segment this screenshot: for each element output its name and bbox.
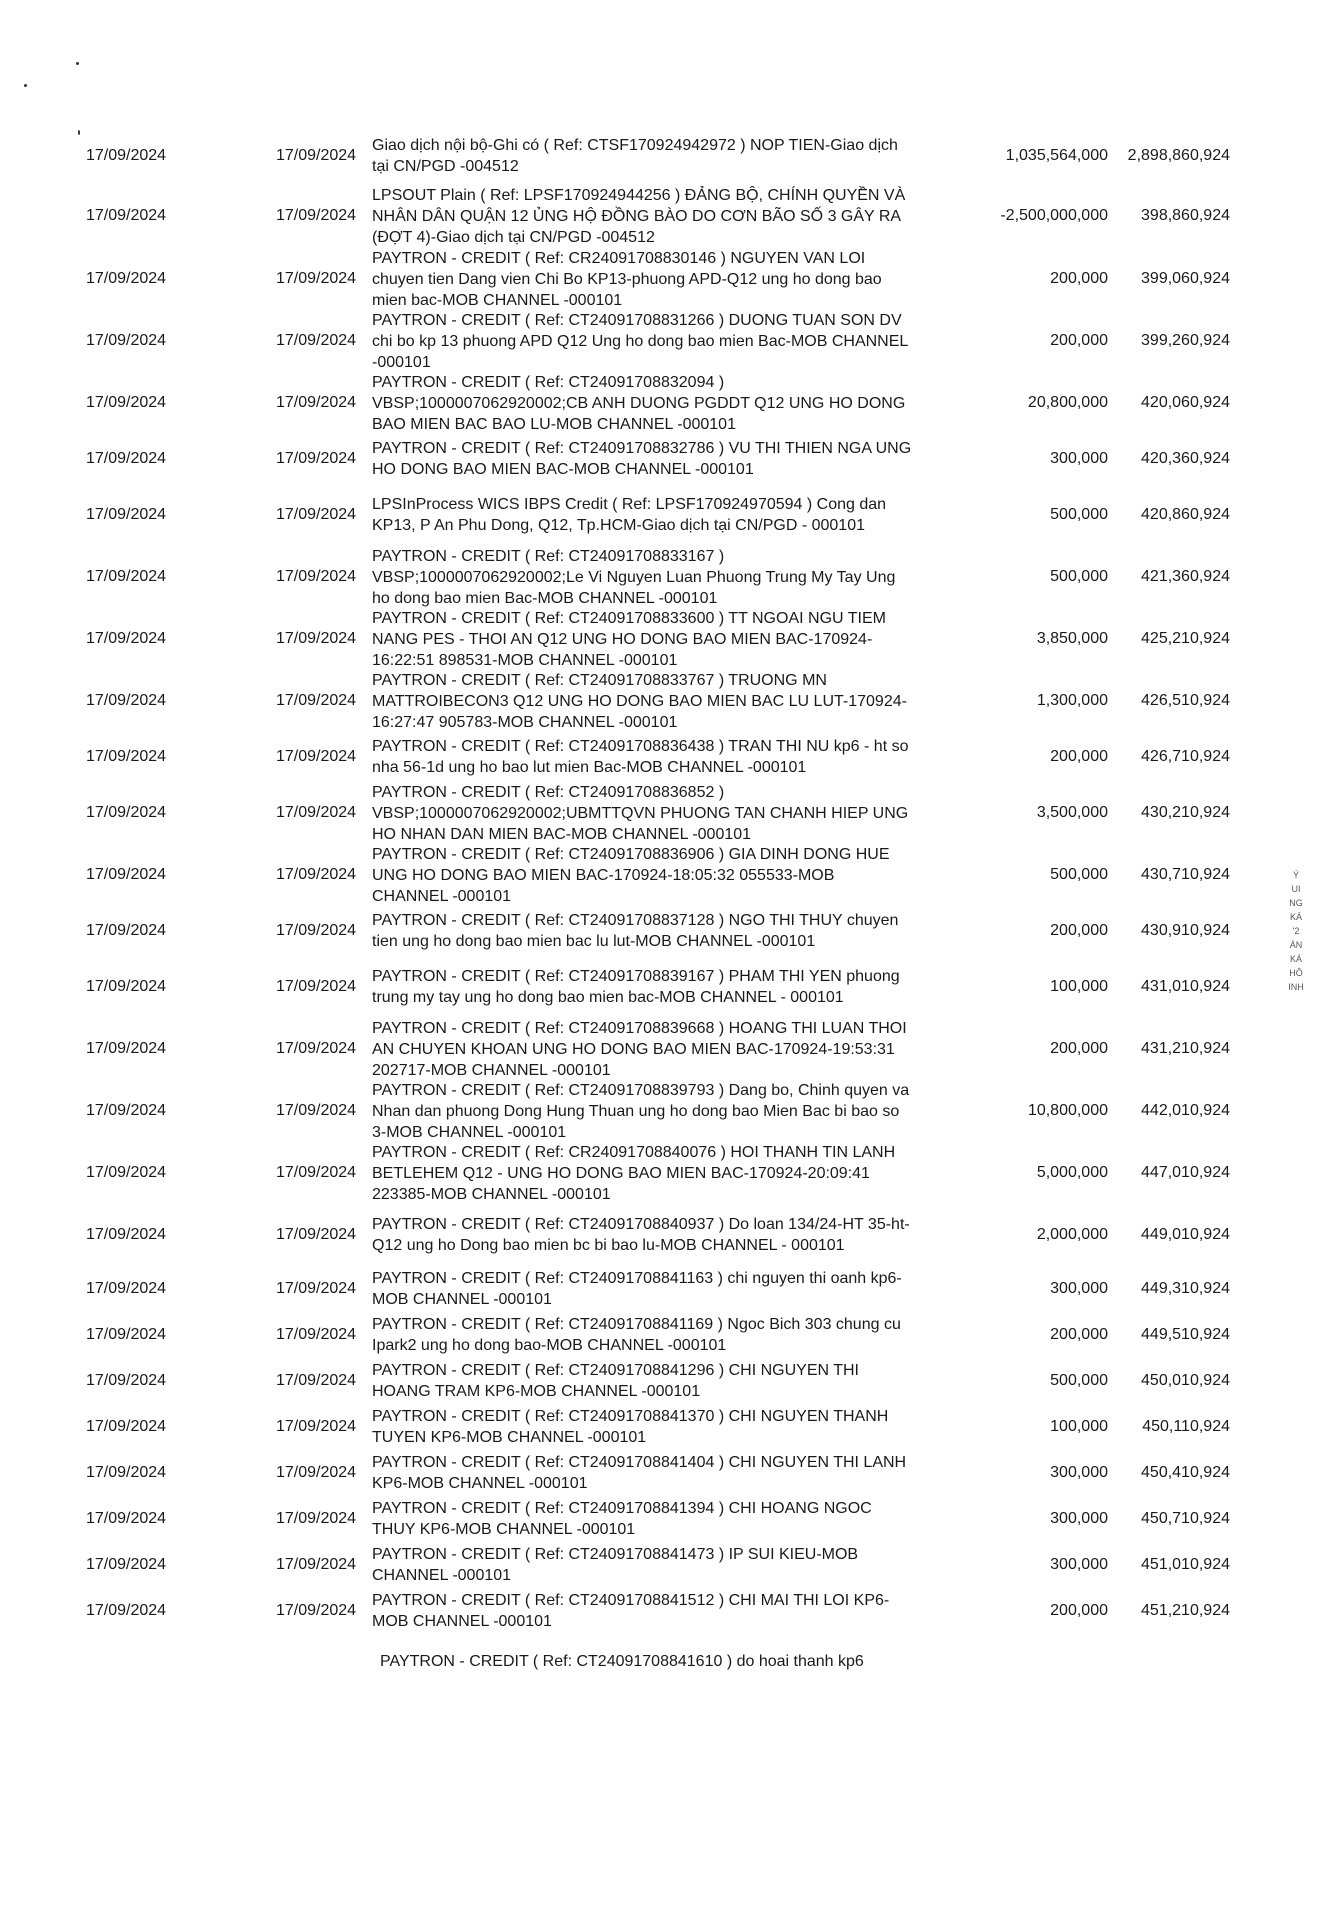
transaction-description: PAYTRON - CREDIT ( Ref: CT24091708833600 ) TT NGOAI NGU TIEM NANG PES - THOI AN Q12 UNG HO DONG BAO MIEN BAC-170924-16:22:51 898531-MOB CHANNEL -000101 [372, 609, 886, 669]
table-row [0, 1450, 1344, 1496]
stamp-fragment [1276, 868, 1316, 994]
transaction-description: PAYTRON - CREDIT ( Ref: CT24091708841169 ) Ngoc Bich 303 chung cu Ipark2 ung ho dong bao-MOB CHANNEL -000101 [372, 1316, 901, 1354]
posting-date: 17/09/2024 [86, 568, 167, 585]
posting-date: 17/09/2024 [86, 394, 167, 411]
transaction-description: PAYTRON - CREDIT ( Ref: CT24091708840937 ) Do loan 134/24-HT 35-ht-Q12 ung ho Dong bao mien bc bi bao lu-MOB CHANNEL - 000101 [372, 1216, 910, 1254]
posting-date: 17/09/2024 [86, 692, 167, 709]
transaction-amount: 300,000 [1050, 1280, 1108, 1297]
table-row [0, 1204, 1344, 1266]
transaction-amount: 200,000 [1050, 270, 1108, 287]
transaction-amount: 3,500,000 [1036, 804, 1108, 821]
posting-date: 17/09/2024 [86, 450, 167, 467]
value-date: 17/09/2024 [276, 568, 357, 585]
table-row [0, 670, 1344, 732]
running-balance: 442,010,924 [1141, 1102, 1230, 1119]
posting-date: 17/09/2024 [86, 1226, 167, 1243]
transaction-description: PAYTRON - CREDIT ( Ref: CT24091708841163 ) chi nguyen thi oanh kp6-MOB CHANNEL -000101 [372, 1270, 902, 1308]
running-balance: 420,360,924 [1141, 450, 1230, 467]
transaction-amount: 5,000,000 [1036, 1164, 1108, 1181]
posting-date: 17/09/2024 [86, 1418, 167, 1435]
posting-date: 17/09/2024 [86, 270, 167, 287]
table-row [0, 1018, 1344, 1080]
table-row [0, 1404, 1344, 1450]
table-row [0, 608, 1344, 670]
transaction-amount: 200,000 [1050, 332, 1108, 349]
transaction-amount: 200,000 [1050, 1326, 1108, 1343]
value-date: 17/09/2024 [276, 1464, 357, 1481]
table-row [0, 844, 1344, 906]
running-balance: 450,010,924 [1141, 1372, 1230, 1389]
posting-date: 17/09/2024 [86, 630, 167, 647]
transaction-description: PAYTRON - CREDIT ( Ref: CR24091708830146 ) NGUYEN VAN LOI chuyen tien Dang vien Chi Bo KP13-phuong APD-Q12 ung ho dong bao mien bac-MOB CHANNEL -000101 [372, 249, 882, 309]
stamp-text: ÁN [1289, 940, 1303, 950]
table-row [0, 248, 1344, 310]
value-date: 17/09/2024 [276, 922, 357, 939]
transaction-amount: -2,500,000,000 [1000, 207, 1108, 224]
value-date: 17/09/2024 [276, 1102, 357, 1119]
stamp-text: INH [1288, 982, 1304, 992]
value-date: 17/09/2024 [276, 1602, 357, 1619]
posting-date: 17/09/2024 [86, 866, 167, 883]
running-balance: 398,860,924 [1141, 207, 1230, 224]
table-row [0, 434, 1344, 484]
posting-date: 17/09/2024 [86, 1372, 167, 1389]
posting-date: 17/09/2024 [86, 748, 167, 765]
running-balance: 399,060,924 [1141, 270, 1230, 287]
stamp-text: UI [1291, 884, 1301, 894]
transaction-description: PAYTRON - CREDIT ( Ref: CT24091708839793 ) Dang bo, Chinh quyen va Nhan dan phuong Dong Hung Thuan ung ho dong bao Mien Bac bi bao so 3-MOB CHANNEL -000101 [372, 1081, 910, 1141]
running-balance: 426,710,924 [1141, 748, 1230, 765]
transaction-amount: 1,300,000 [1036, 692, 1108, 709]
table-row [0, 782, 1344, 844]
transaction-amount: 300,000 [1050, 450, 1108, 467]
transaction-amount: 100,000 [1050, 1418, 1108, 1435]
running-balance: 430,910,924 [1141, 922, 1230, 939]
running-balance: 420,060,924 [1141, 394, 1230, 411]
transaction-amount: 200,000 [1050, 1040, 1108, 1057]
posting-date: 17/09/2024 [86, 207, 167, 224]
table-row [0, 732, 1344, 782]
running-balance: 451,010,924 [1141, 1556, 1230, 1573]
transaction-amount: 200,000 [1050, 1602, 1108, 1619]
running-balance: 430,210,924 [1141, 804, 1230, 821]
running-balance: 451,210,924 [1141, 1602, 1230, 1619]
table-row [0, 128, 1344, 184]
transaction-description: PAYTRON - CREDIT ( Ref: CT24091708831266 ) DUONG TUAN SON DV chi bo kp 13 phuong APD Q12 Ung ho dong bao mien Bac-MOB CHANNEL -000101 [372, 311, 908, 371]
table-row [0, 1080, 1344, 1142]
table-row [0, 310, 1344, 372]
transaction-description: PAYTRON - CREDIT ( Ref: CT24091708841512 ) CHI MAI THI LOI KP6-MOB CHANNEL -000101 [372, 1592, 890, 1630]
transaction-description: Giao dịch nội bộ-Ghi có ( Ref: CTSF170924942972 ) NOP TIEN-Giao dịch tại CN/PGD -004512 [372, 137, 898, 175]
transaction-amount: 500,000 [1050, 866, 1108, 883]
posting-date: 17/09/2024 [86, 1280, 167, 1297]
running-balance: 426,510,924 [1141, 692, 1230, 709]
transaction-amount: 300,000 [1050, 1510, 1108, 1527]
transaction-description: PAYTRON - CREDIT ( Ref: CT24091708832094 ) VBSP;1000007062920002;CB ANH DUONG PGDDT Q12 UNG HO DONG BAO MIEN BAC BAO LU-MOB CHANNEL -000101 [372, 373, 906, 433]
stamp-text: HÔ [1289, 968, 1303, 978]
posting-date: 17/09/2024 [86, 506, 167, 523]
table-row [0, 956, 1344, 1018]
transaction-description: PAYTRON - CREDIT ( Ref: CT24091708841404 ) CHI NGUYEN THI LANH KP6-MOB CHANNEL -000101 [372, 1454, 907, 1492]
transaction-description: PAYTRON - CREDIT ( Ref: CT24091708836906 ) GIA DINH DONG HUE UNG HO DONG BAO MIEN BAC-170924-18:05:32 055533-MOB CHANNEL -000101 [372, 845, 890, 905]
value-date: 17/09/2024 [276, 394, 357, 411]
transaction-description: LPSInProcess WICS IBPS Credit ( Ref: LPSF170924970594 ) Cong dan KP13, P An Phu Dong, Q12, Tp.HCM-Giao dịch tại CN/PGD - 000101 [372, 496, 887, 534]
value-date: 17/09/2024 [276, 1226, 357, 1243]
transaction-description: PAYTRON - CREDIT ( Ref: CT24091708833167 ) VBSP;1000007062920002;Le Vi Nguyen Luan Phuong Trung My Tay Ung ho dong bao mien Bac-MOB CHANNEL -000101 [372, 547, 896, 607]
table-row [0, 1142, 1344, 1204]
value-date: 17/09/2024 [276, 692, 357, 709]
value-date: 17/09/2024 [276, 1418, 357, 1435]
transaction-amount: 300,000 [1050, 1556, 1108, 1573]
value-date: 17/09/2024 [276, 506, 357, 523]
value-date: 17/09/2024 [276, 1280, 357, 1297]
value-date: 17/09/2024 [276, 332, 357, 349]
stamp-text: NG [1289, 898, 1303, 908]
transaction-description: PAYTRON - CREDIT ( Ref: CT24091708841473 ) IP SUI KIEU-MOB CHANNEL -000101 [372, 1546, 859, 1584]
value-date: 17/09/2024 [276, 1326, 357, 1343]
posting-date: 17/09/2024 [86, 1102, 167, 1119]
transaction-amount: 100,000 [1050, 978, 1108, 995]
scan-speck [24, 84, 27, 87]
transaction-description: PAYTRON - CREDIT ( Ref: CT24091708841394 ) CHI HOANG NGOC THUY KP6-MOB CHANNEL -000101 [372, 1500, 872, 1538]
running-balance: 449,510,924 [1141, 1326, 1230, 1343]
transaction-description: PAYTRON - CREDIT ( Ref: CT24091708836438 ) TRAN THI NU kp6 - ht so nha 56-1d ung ho bao lut mien Bac-MOB CHANNEL -000101 [372, 738, 909, 776]
posting-date: 17/09/2024 [86, 922, 167, 939]
table-row [0, 1266, 1344, 1312]
stamp-text: '2 [1292, 926, 1300, 936]
table-row [0, 906, 1344, 956]
transaction-description: PAYTRON - CREDIT ( Ref: CR24091708840076 ) HOI THANH TIN LANH BETLEHEM Q12 - UNG HO DONG BAO MIEN BAC-170924-20:09:41 223385-MOB CHANNEL -000101 [372, 1143, 896, 1203]
transaction-amount: 500,000 [1050, 506, 1108, 523]
posting-date: 17/09/2024 [86, 1464, 167, 1481]
transaction-description: PAYTRON - CREDIT ( Ref: CT24091708841296 ) CHI NGUYEN THI HOANG TRAM KP6-MOB CHANNEL -000101 [372, 1362, 859, 1400]
transaction-amount: 20,800,000 [1027, 394, 1108, 411]
posting-date: 17/09/2024 [86, 1040, 167, 1057]
posting-date: 17/09/2024 [86, 804, 167, 821]
transaction-amount: 1,035,564,000 [1005, 147, 1108, 164]
value-date: 17/09/2024 [276, 630, 357, 647]
running-balance: 449,010,924 [1141, 1226, 1230, 1243]
value-date: 17/09/2024 [276, 147, 357, 164]
stamp-text: Ý [1292, 870, 1299, 880]
running-balance: 450,410,924 [1141, 1464, 1230, 1481]
table-row [0, 546, 1344, 608]
transaction-description: PAYTRON - CREDIT ( Ref: CT24091708839668 ) HOANG THI LUAN THOI AN CHUYEN KHOAN UNG HO DONG BAO MIEN BAC-170924-19:53:31 202717-MOB CHANNEL -000101 [372, 1019, 907, 1079]
value-date: 17/09/2024 [276, 1510, 357, 1527]
transaction-description: PAYTRON - CREDIT ( Ref: CT24091708832786 ) VU THI THIEN NGA UNG HO DONG BAO MIEN BAC-MOB CHANNEL -000101 [372, 440, 912, 478]
transaction-description: PAYTRON - CREDIT ( Ref: CT24091708836852 ) VBSP;1000007062920002;UBMTTQVN PHUONG TAN CHANH HIEP UNG HO NHAN DAN MIEN BAC-MOB CHANNEL -000101 [372, 783, 909, 843]
posting-date: 17/09/2024 [86, 1510, 167, 1527]
value-date: 17/09/2024 [276, 207, 357, 224]
transaction-amount: 3,850,000 [1036, 630, 1108, 647]
table-row [0, 184, 1344, 248]
transaction-amount: 200,000 [1050, 748, 1108, 765]
transaction-description: PAYTRON - CREDIT ( Ref: CT24091708841370 ) CHI NGUYEN THANH TUYEN KP6-MOB CHANNEL -000101 [372, 1408, 889, 1446]
value-date: 17/09/2024 [276, 978, 357, 995]
table-row [0, 484, 1344, 546]
running-balance: 447,010,924 [1141, 1164, 1230, 1181]
transaction-description: LPSOUT Plain ( Ref: LPSF170924944256 ) ĐẢNG BỘ, CHÍNH QUYỀN VÀ NHÂN DÂN QUẬN 12 ỦNG HỘ ĐỒNG BÀO DO CƠN BÃO SỐ 3 GÂY RA (ĐỢT 4)-Giao dịch tại CN/PGD -004512 [372, 186, 906, 246]
running-balance: 431,010,924 [1141, 978, 1230, 995]
transaction-amount: 2,000,000 [1036, 1226, 1108, 1243]
running-balance: 399,260,924 [1141, 332, 1230, 349]
value-date: 17/09/2024 [276, 1164, 357, 1181]
value-date: 17/09/2024 [276, 450, 357, 467]
posting-date: 17/09/2024 [86, 1556, 167, 1573]
posting-date: 17/09/2024 [86, 332, 167, 349]
stamp-text: KÁ [1289, 912, 1302, 922]
table-row [0, 372, 1344, 434]
transaction-table [0, 128, 1344, 1634]
running-balance: 430,710,924 [1141, 866, 1230, 883]
table-row [0, 1588, 1344, 1634]
running-balance: 450,110,924 [1142, 1418, 1230, 1435]
posting-date: 17/09/2024 [86, 978, 167, 995]
running-balance: 449,310,924 [1141, 1280, 1230, 1297]
table-row [0, 1358, 1344, 1404]
stamp-text: KÁ [1289, 954, 1302, 964]
value-date: 17/09/2024 [276, 804, 357, 821]
value-date: 17/09/2024 [276, 1556, 357, 1573]
posting-date: 17/09/2024 [86, 1602, 167, 1619]
running-balance: 431,210,924 [1141, 1040, 1230, 1057]
transaction-description: PAYTRON - CREDIT ( Ref: CT24091708839167 ) PHAM THI YEN phuong trung my tay ung ho dong bao mien bac-MOB CHANNEL - 000101 [372, 968, 900, 1006]
transaction-amount: 500,000 [1050, 1372, 1108, 1389]
table-row [0, 1312, 1344, 1358]
posting-date: 17/09/2024 [86, 147, 167, 164]
transaction-description: PAYTRON - CREDIT ( Ref: CT24091708833767 ) TRUONG MN MATTROIBECON3 Q12 UNG HO DONG BAO MIEN BAC LU LUT-170924-16:27:47 905783-MOB CHANNEL -000101 [372, 671, 907, 731]
value-date: 17/09/2024 [276, 1040, 357, 1057]
value-date: 17/09/2024 [276, 866, 357, 883]
value-date: 17/09/2024 [276, 748, 357, 765]
running-balance: 450,710,924 [1141, 1510, 1230, 1527]
posting-date: 17/09/2024 [86, 1326, 167, 1343]
transaction-amount: 200,000 [1050, 922, 1108, 939]
transaction-amount: 10,800,000 [1027, 1102, 1108, 1119]
table-row [0, 1542, 1344, 1588]
scan-speck [76, 62, 79, 65]
transaction-amount: 300,000 [1050, 1464, 1108, 1481]
transaction-description: PAYTRON - CREDIT ( Ref: CT24091708837128 ) NGO THI THUY chuyen tien ung ho dong bao mien bac lu lut-MOB CHANNEL -000101 [372, 912, 899, 950]
transaction-amount: 500,000 [1050, 568, 1108, 585]
running-balance: 2,898,860,924 [1127, 147, 1230, 164]
last-line-description: PAYTRON - CREDIT ( Ref: CT24091708841610 ) do hoai thanh kp6 [380, 1653, 864, 1670]
running-balance: 420,860,924 [1141, 506, 1230, 523]
running-balance: 421,360,924 [1141, 568, 1230, 585]
running-balance: 425,210,924 [1141, 630, 1230, 647]
value-date: 17/09/2024 [276, 270, 357, 287]
posting-date: 17/09/2024 [86, 1164, 167, 1181]
value-date: 17/09/2024 [276, 1372, 357, 1389]
table-row [0, 1496, 1344, 1542]
